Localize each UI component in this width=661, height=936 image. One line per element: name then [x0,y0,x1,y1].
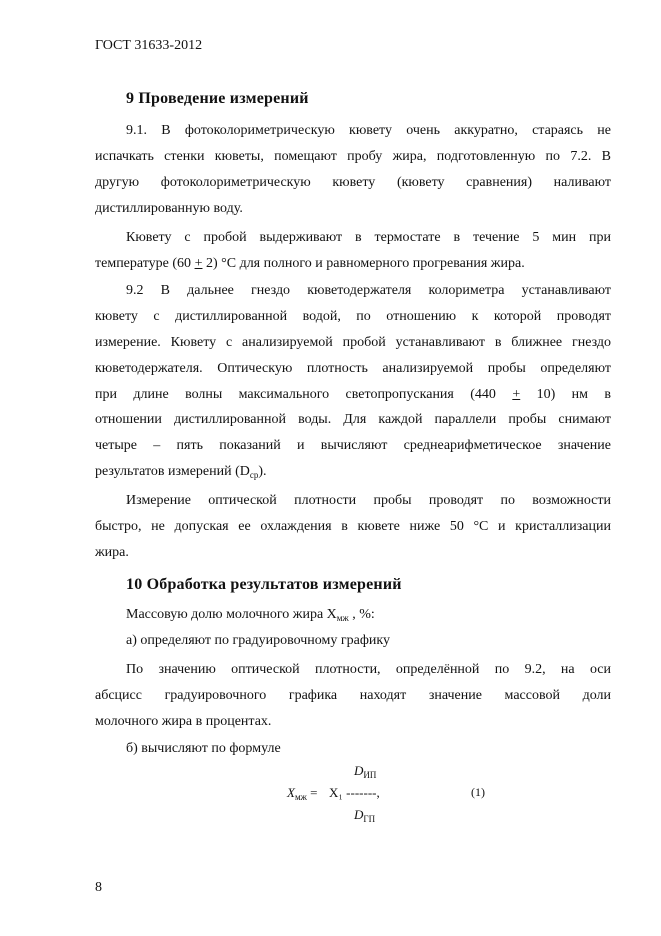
text-fragment: температуре (60 [95,255,195,271]
paragraph-measurement-speed [95,488,611,566]
text-line [95,602,611,628]
text-line: испачкать стенки кюветы, помещают пробу жира, подготовленную по 7.2. В [95,148,611,164]
symbol: D [354,763,364,778]
text-line [95,459,611,485]
subscript: ИП [363,770,377,780]
text-line: четыре – пять показаний и вычисляют среднеарифметическое значение [95,438,611,454]
text-line: абсцисс градуировочного графика находят значение массовой доли [95,687,611,703]
paragraph-9-1 [95,118,611,222]
plus-minus-sign: + [512,386,521,402]
text-line: молочного жира в процентах. [95,713,272,729]
text-line: быстро, не допуская ее охлаждения в кювете ниже 50 °С и кристаллизации [95,518,611,534]
paragraph-formula-intro [95,736,611,762]
text-line: Измерение оптической плотности пробы проводят по возможности [126,493,611,508]
formula-lhs [287,785,317,801]
text-line [95,382,611,408]
plus-minus-sign: + [194,255,203,271]
equals-sign: = [306,785,318,800]
symbol: X [287,785,295,800]
text-fragment: Массовую долю молочного жира Х [126,607,337,622]
formula-1 [287,760,517,830]
formula-denominator [354,807,375,823]
subscript: ср [249,470,259,481]
paragraph-optical-density [95,657,611,735]
subscript: мж [336,613,349,623]
paragraph-mass-fraction-intro [95,602,611,654]
equation-number: (1) [471,785,485,799]
text-line: измерение. Кювету с анализируемой пробой устанавливают в ближнее гнездо [95,334,611,350]
formula-body: X₁ -------, [329,785,380,800]
subscript: мж [294,792,307,802]
text-line: кювету с дистиллированной водой, по отношению к которой проводят [95,308,611,324]
text-fragment: ). [258,464,267,480]
paragraph-cuvette-thermostat [95,225,611,277]
formula-numerator [354,763,376,779]
section-9-heading: 9 Проведение измерений [126,90,309,107]
paragraph-9-2 [95,278,611,485]
text-line: 9.1. В фотоколориметрическую кювету очень аккуратно, стараясь не [126,123,611,138]
text-line: кюветодержателя. Оптическую плотность анализируемой пробы определяют [95,360,611,376]
text-line: жира. [95,544,129,560]
text-fragment: результатов измерений (D [95,464,250,480]
page-header: ГОСТ 31633-2012 [95,38,203,53]
text-line: другую фотоколориметрическую кювету (кювету сравнения) наливают [95,174,611,190]
text-fragment: 2) °С для полного и равномерного прогревания жира. [202,255,525,271]
text-line: Кювету с пробой выдерживают в термостате в течение 5 мин при [126,230,611,245]
text-fragment: при длине волны максимального светопропускания (440 [95,386,513,402]
subscript: ГП [363,814,376,824]
text-line: По значению оптической плотности, определённой по 9.2, на оси [126,662,611,677]
text-fragment: , %: [348,607,375,622]
page-number: 8 [95,880,102,895]
text-line: дистиллированную воду. [95,200,243,216]
symbol: D [354,807,364,822]
text-line: отношении дистиллированной воды. Для каждой параллели пробы снимают [95,412,611,428]
list-item-b: б) вычисляют по формуле [126,741,281,756]
text-fragment: 10) нм в [520,386,612,402]
section-10-heading: 10 Обработка результатов измерений [126,576,402,593]
list-item-a: а) определяют по градуировочному графику [126,632,391,648]
text-line: 9.2 В дальнее гнездо кюветодержателя колориметра устанавливают [126,283,611,298]
text-line [95,251,611,277]
